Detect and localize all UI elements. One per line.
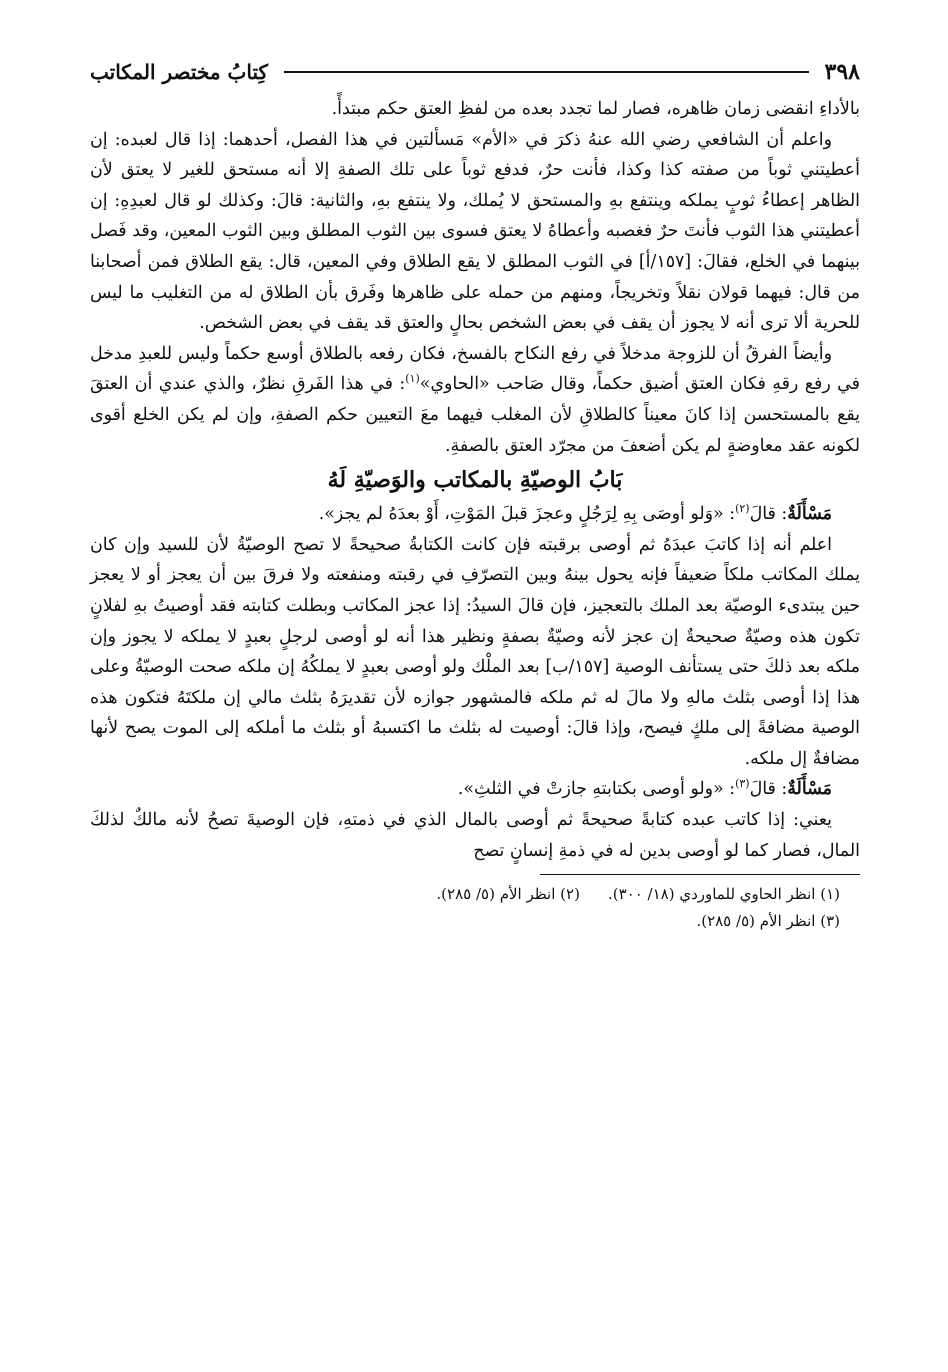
masala-2-qal: : قالَ bbox=[749, 779, 788, 800]
header-rule bbox=[284, 71, 809, 73]
masala-2-label: مَسْأَلَةٌ bbox=[787, 779, 832, 800]
masala-1-qal: : قالَ bbox=[749, 504, 788, 525]
footnote-ref-2: (٢) bbox=[735, 502, 750, 516]
masala-1-label: مَسْأَلَةٌ bbox=[787, 504, 832, 525]
paragraph-difference-text-a: وأيضاً الفرقُ أن للزوجة مدخلاً في رفع النكاح بالفسخ، فكان رفعه بالطلاق أوسع حكماً وليس للعبدِ مدخل في رفع رقهِ فكان العتق أضيق حكماً، وقال صَاحب «الحاوي» bbox=[90, 343, 860, 395]
paragraph-difference bbox=[90, 339, 860, 461]
page-number: ٣٩٨ bbox=[824, 59, 860, 85]
footnote-ref-3: (٣) bbox=[735, 777, 750, 791]
footnotes bbox=[90, 881, 860, 935]
chapter-title: بَابُ الوصيّةِ بالمكاتب والوَصيّةِ لَهُ bbox=[327, 467, 623, 494]
masala-1-text: : «وَلو أوصَى بِهِ لِرَجُلٍ وعجزَ قبلَ المَوْتِ، أَوْ بعدَهُ لم يجز». bbox=[318, 504, 736, 525]
footnote-2: (٢) انظر الأم (٥/ ٢٨٥). bbox=[436, 885, 580, 904]
footnote-1: (١) انظر الحاوي للماوردي (١٨/ ٣٠٠). bbox=[607, 885, 840, 904]
masala-2-text: : «ولو أوصى بكتابتهِ جازتْ في الثلثِ». bbox=[457, 779, 736, 800]
paragraph-shafii-two-issues: واعلم أن الشافعي رضي الله عنهُ ذكرَ في «الأم» مَسألتين في هذا الفصل، أحدهما: إذا قال لعبده: إن أعطيتني ثوباً من صفته كذا وكذا، فأنت حرٌ، فدفع ثوباً على تلك الصفةِ إلا أنه مستحق للغير لا يعتق لأن الظاهر إعطاءُ ثوبٍ يملكه وينتفع بهِ والمستحق لا يُملك، ولا ينتفع بهِ، والثانية: قالَ: وكذلك لو قال لعبدِهِ: إن أعطيتني هذا الثوب فأنتَ حرٌ فغصبه وأعطاهُ لا يعتق فسوى بين الثوب المطلق وبين الثوب المعين، وقد فَصل بينهما في الخلع، فقالَ: [١٥٧/أ] في الثوب المطلق لا يقع الطلاق وفي المعين، قال: يقع الطلاق فمن أصحابنا من قال: فيهما قولان نقلاً وتخريجاً، ومنهم من حمله على ظاهرها وفَرق بأن الطلاق له من التغليب ما ليس للحرية ألا ترى أنه لا يجوز أن يقف في بعض الشخص بحالٍ والعتق قد يقف في بعض الشخص. bbox=[90, 129, 860, 334]
footnote-ref-1: (١) bbox=[405, 372, 420, 386]
page bbox=[90, 52, 860, 1342]
paragraph-continuation: بالأداءِ انقضى زمان ظاهره، فصار لما تجدد بعده من لفظِ العتق حكم مبتدأً. bbox=[331, 99, 860, 119]
page-header bbox=[90, 52, 860, 92]
paragraph-difference-text-b: : في هذا الفَرقِ نظرٌ، والذي عندي أن العتقَ يقع بالمستحسن إذا كانَ معيناً كالطلاقِ لأن المغلب فيهما معَ التعيين حكم الصفةِ، وإن لم يكن الخلع أقوى لكونه عقد معاوضةٍ لم يكن أضعفَ من مجرّد العتق بالصفةِ. bbox=[90, 374, 860, 456]
masala-1 bbox=[90, 499, 860, 530]
masala-2 bbox=[90, 774, 860, 805]
footnote-row-2 bbox=[90, 908, 840, 935]
body-text bbox=[90, 94, 860, 866]
footnote-row-1 bbox=[90, 881, 840, 908]
paragraph-bequest: اعلم أنه إذا كاتبَ عبدَهُ ثم أوصى برقبته فإن كانت الكتابةُ صحيحةً لا تصح الوصيّةُ لأن للسيد وإن كان يملك المكاتب ملكاً ضعيفاً فإنه يحول بينهُ وبين التصرّفِ في رقبته ومنفعته ولا فرقَ بين أن يعجز أو لا يعجز حين يبتدىء الوصيّة بعد الملك بالتعجيز، فإن قالَ السيدُ: إذا عجز المكاتب وبطلت كتابته فقد أوصيتُ بهِ لفلانٍ تكون هذه وصيّةٌ صحيحةٌ إن عجز لأنه وصيّةٌ بصفةٍ ونظير هذا أنه لو أوصى لرجلٍ بعبدٍ لا يملكه لا يجوز وإن ملكه بعد ذلكَ حتى يستأنف الوصية [١٥٧/ب] بعد الملْك ولو أوصى بعبدٍ لا يملكُهُ إن ملكه صحت الوصيّةُ وعلى هذا إذا أوصى بثلث مالهِ ولا مالَ له ثم ملكه فالمشهور جوازه لأن تقديرَهُ بثلث مالي إن ملكتَهُ فتكون هذه الوصية مضافةً إلى ملكٍ فيصح، وإذا قالَ: أوصيت له بثلث ما اكتسبهُ أو بثلث ما أملكه إلى الموت يصح لأنها مضافةٌ إل ملكه. bbox=[90, 534, 860, 769]
footnote-3: (٣) انظر الأم (٥/ ٢٨٥). bbox=[696, 912, 840, 931]
running-title: كِتابُ مختصر المكاتب bbox=[90, 60, 268, 84]
paragraph-explanation: يعني: إذا كاتب عبده كتابةً صحيحةً ثم أوصى بالمال الذي في ذمتهِ، فإن الوصيةَ تصحُ لأنه مالكٌ لذلكَ المال، فصار كما لو أوصى بدين له في ذمةِ إنسانٍ تصح bbox=[90, 810, 860, 861]
footnote-rule bbox=[540, 874, 860, 875]
